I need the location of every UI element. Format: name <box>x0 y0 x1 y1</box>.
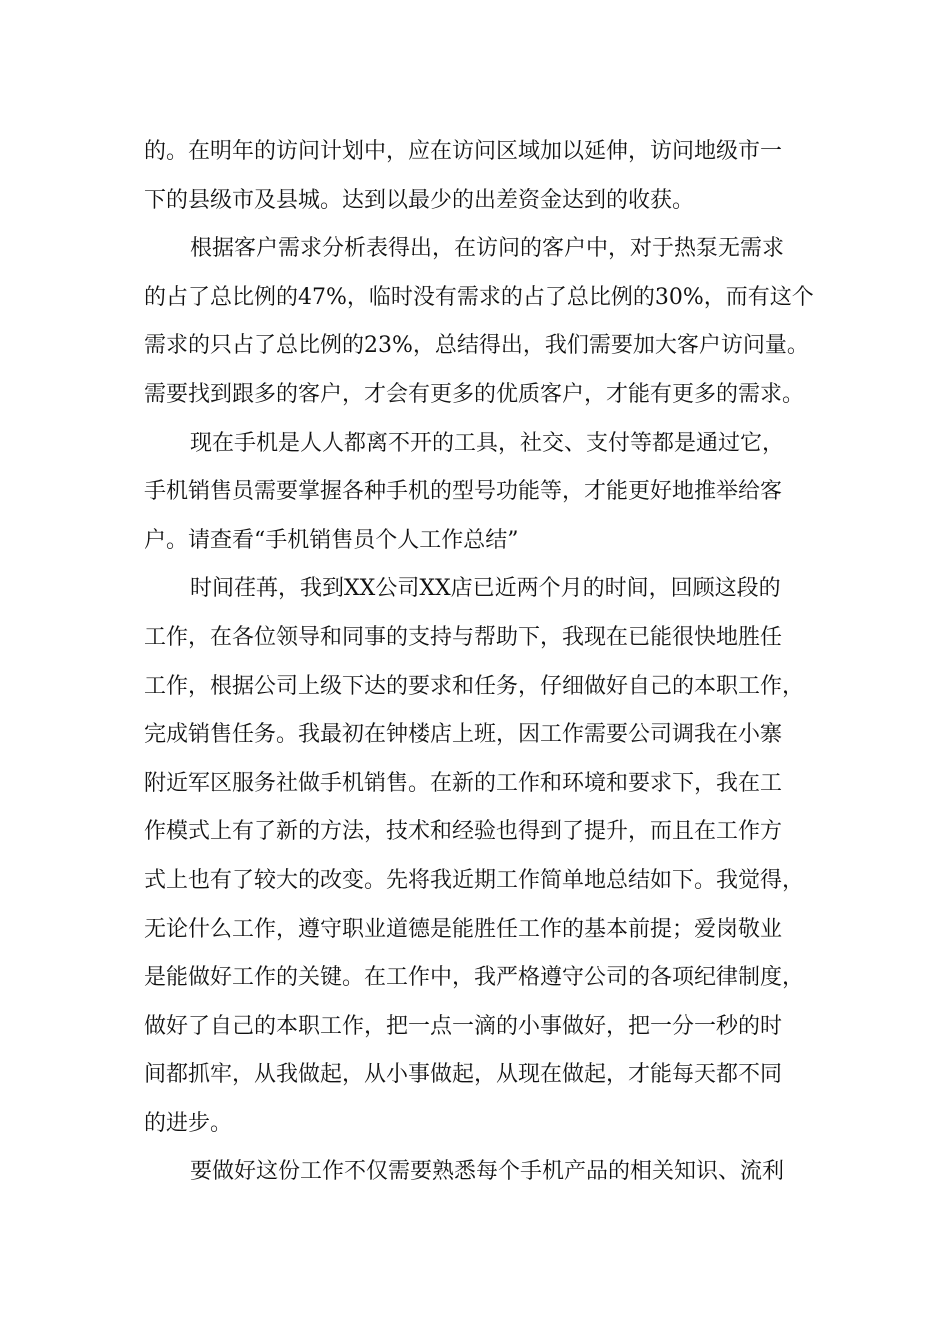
text-line: 完成销售任务。我最初在钟楼店上班，因工作需要公司调我在小寨 <box>144 722 783 748</box>
text-line: 作模式上有了新的方法，技术和经验也得到了提升，而且在工作方 <box>144 819 783 845</box>
text-line: 时间荏苒，我到XX公司XX店已近两个月的时间，回顾这段的 <box>190 576 781 602</box>
text-line: 户。请查看“手机销售员个人工作总结” <box>144 527 519 553</box>
body-text <box>144 128 824 1197</box>
text-line: 间都抓牢，从我做起，从小事做起，从现在做起，才能每天都不同 <box>144 1062 783 1088</box>
text-line: 工作，根据公司上级下达的要求和任务，仔细做好自己的本职工作， <box>144 673 805 699</box>
text-line: 无论什么工作，遵守职业道德是能胜任工作的基本前提；爱岗敬业 <box>144 916 783 942</box>
text-line: 的进步。 <box>144 1110 233 1136</box>
text-line: 现在手机是人人都离不开的工具，社交、支付等都是通过它， <box>190 430 785 456</box>
text-line: 的。在明年的访问计划中，应在访问区域加以延伸，访问地级市一 <box>144 139 783 164</box>
text-line: 做好了自己的本职工作，把一点一滴的小事做好，把一分一秒的时 <box>144 1013 783 1039</box>
text-line: 需要找到跟多的客户，才会有更多的优质客户，才能有更多的需求。 <box>144 381 805 407</box>
text-line: 需求的只占了总比例的23%，总结得出，我们需要加大客户访问量。 <box>144 333 809 359</box>
text-line: 式上也有了较大的改变。先将我近期工作简单地总结如下。我觉得， <box>144 867 805 893</box>
text-line: 的占了总比例的47%，临时没有需求的占了总比例的30%，而有这个 <box>144 284 814 310</box>
text-line: 附近军区服务社做手机销售。在新的工作和环境和要求下，我在工 <box>144 770 783 796</box>
text-line: 是能做好工作的关键。在工作中，我严格遵守公司的各项纪律制度， <box>144 965 805 991</box>
text-line: 工作，在各位领导和同事的支持与帮助下，我现在已能很快地胜任 <box>144 624 783 650</box>
text-line: 下的县级市及县城。达到以最少的出差资金达到的收获。 <box>144 187 695 213</box>
text-line: 手机销售员需要掌握各种手机的型号功能等，才能更好地推举给客 <box>144 479 783 505</box>
text-line: 要做好这份工作不仅需要熟悉每个手机产品的相关知识、流利 <box>190 1159 785 1185</box>
text-line: 根据客户需求分析表得出，在访问的客户中，对于热泵无需求 <box>190 236 785 262</box>
